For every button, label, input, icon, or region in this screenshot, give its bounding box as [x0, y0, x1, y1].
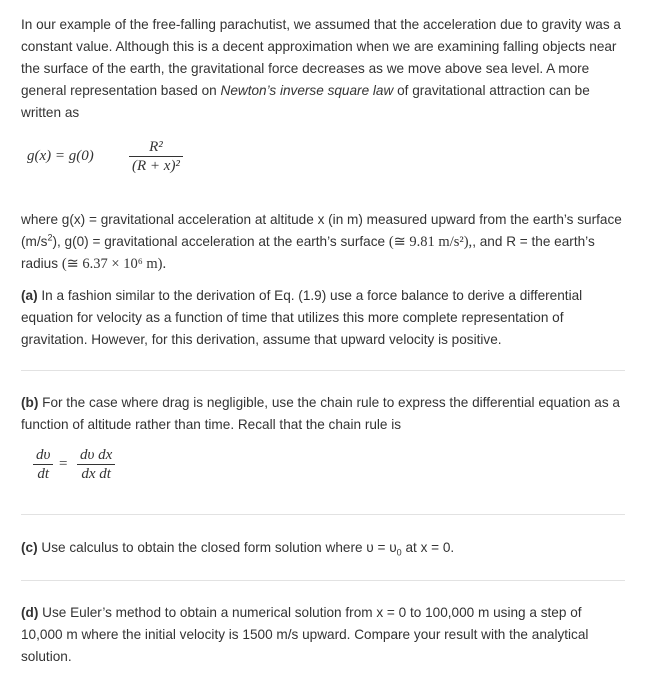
rhs-denominator: dx dt	[81, 466, 111, 482]
part-c	[21, 537, 625, 559]
r-value: (≅ 6.37 × 10⁶ m).	[61, 256, 167, 272]
chain-lhs	[33, 446, 53, 483]
definitions-text: where g(x) = gravitational acceleration at altitude x (in m) measured upward from the earth’s surface (m/s	[21, 212, 622, 249]
intro-text-end: of gravitational attraction can be written as	[21, 83, 590, 120]
part-b	[21, 392, 625, 486]
chain-rule-equation	[21, 446, 625, 486]
lhs-denominator: dt	[37, 466, 50, 482]
definitions-text-2: ), g(0) = gravitational acceleration at the earth’s surface	[52, 234, 389, 249]
divider-3	[21, 580, 625, 581]
part-a	[21, 285, 625, 351]
part-d-label: (d)	[21, 605, 39, 620]
fraction-numerator: R²	[129, 138, 183, 157]
lhs-numerator: dυ	[33, 446, 53, 465]
part-a-label: (a)	[21, 288, 38, 303]
part-d	[21, 602, 625, 668]
law-name: Newton’s inverse square law	[220, 83, 394, 98]
equation-lhs: g(x) = g(0)	[27, 148, 94, 164]
part-b-label: (b)	[21, 395, 39, 410]
part-d-text: Use Euler’s method to obtain a numerical solution from x = 0 to 100,000 m using a step of 10,000 m where the initial velocity is 1500 m/s upward. Compare your result with the analytical solution.	[21, 605, 589, 664]
equation-fraction	[129, 138, 183, 175]
divider-1	[21, 370, 625, 371]
chain-rhs	[77, 446, 115, 483]
rhs-numerator: dυ dx	[77, 446, 115, 465]
part-a-text: In a fashion similar to the derivation of Eq. (1.9) use a force balance to derive a differential equation for velocity as a function of time that utilizes this more complete representation of gravitation. However, for this derivation, assume that upward velocity is positive.	[21, 288, 583, 347]
definitions-paragraph: where g(x) = gravitational acceleration at altitude x (in m) measured upward from the earth’s surface $(m/s^2)$, g(0) = gravitational acceleration at the earth’s surface (≅ 9.81 m/s²),, and R = the earth’s radius (≅ 6.37 × 10⁶ m).	[21, 212, 622, 272]
intro-paragraph	[21, 14, 625, 124]
part-b-text: For the case where drag is negligible, use the chain rule to express the differential equation as a function of altitude rather than time. Recall that the chain rule is	[21, 395, 620, 432]
problem-content	[21, 14, 625, 351]
equals-sign: =	[59, 456, 68, 472]
intro-text: In our example of the free-falling parachutist, we assumed that the acceleration due to gravity was a constant value. Although this is a decent approximation when we are examining falling objects near the surface of the earth, the gravitational force decreases as we move above sea level. A more general representation based on	[21, 17, 621, 98]
fraction-denominator: (R + x)²	[132, 158, 180, 174]
part-c-subscript: 0	[396, 547, 402, 558]
g-value: (≅ 9.81 m/s²),	[388, 234, 473, 250]
part-c-text: Use calculus to obtain the closed form solution where υ = υ	[37, 540, 397, 555]
part-c-label: (c)	[21, 540, 38, 555]
definitions-text-3: , and R = the earth’s radius	[21, 234, 595, 271]
part-c-text-2: at x = 0.	[401, 540, 455, 555]
divider-2	[21, 514, 625, 515]
gravity-equation	[21, 138, 625, 184]
